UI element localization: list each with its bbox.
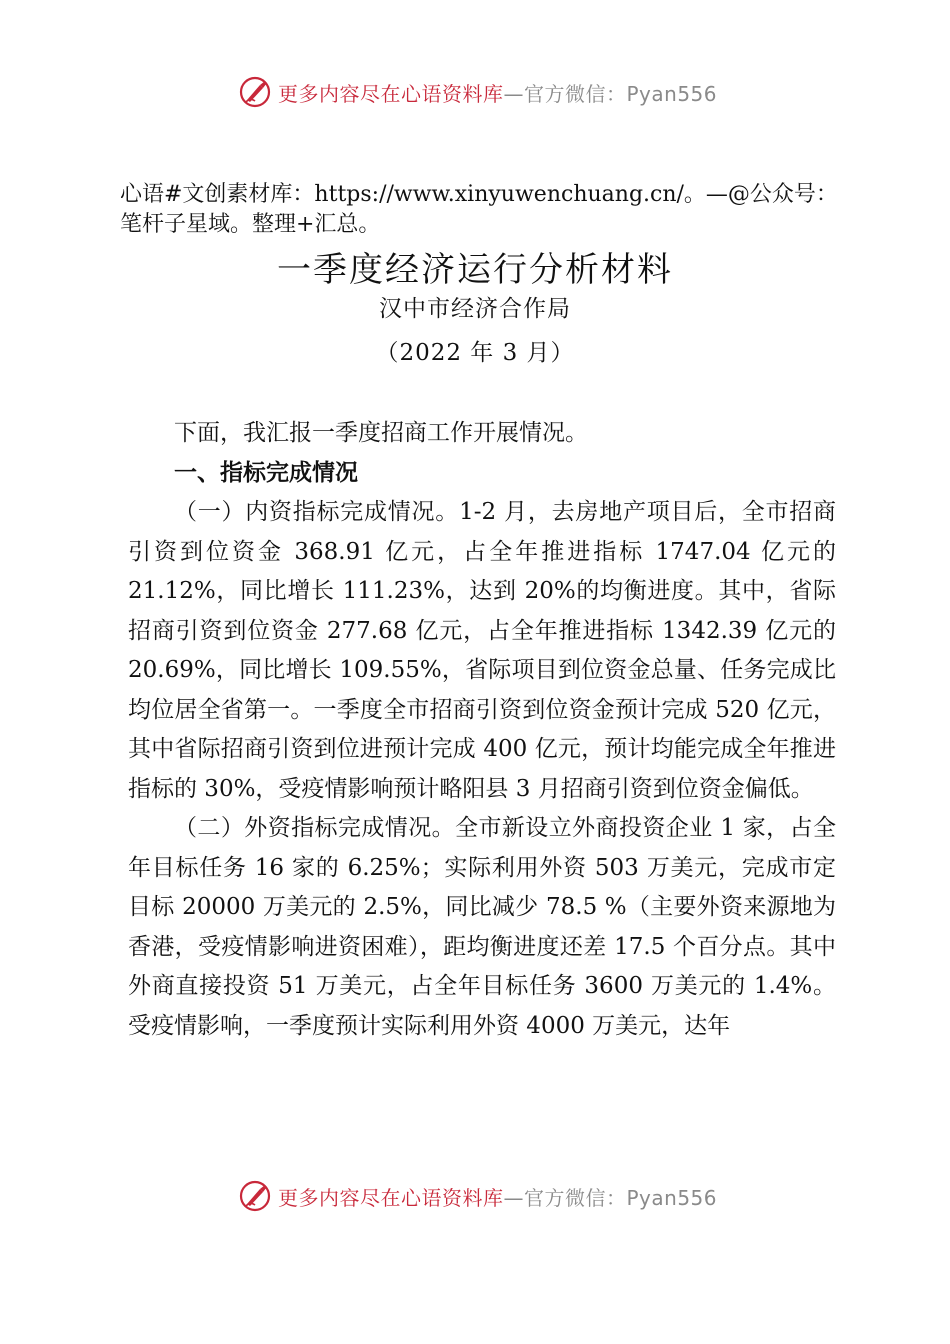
source-note: 心语#文创素材库：https://www.xinyuwenchuang.cn/。—@公众号：笔杆子星域。整理+汇总。 (120, 182, 838, 237)
document-date: （2022 年 3 月） (375, 340, 575, 366)
watermark-banner-bottom (238, 1176, 717, 1216)
watermark-text: 更多内容尽在心语资料库—官方微信：Pyan556 (278, 81, 718, 106)
pen-logo-icon (238, 1179, 272, 1213)
document-organization: 汉中市经济合作局 (379, 296, 571, 322)
watermark-banner-top (238, 72, 717, 112)
intro-paragraph: 下面，我汇报一季度招商工作开展情况。 (174, 420, 588, 446)
section-heading: 一、指标完成情况 (174, 459, 358, 486)
foreign-capital-paragraph: （二）外资指标完成情况。全市新设立外商投资企业 1 家，占全年目标任务 16 家的 6.25%；实际利用外资 503 万美元，完成市定目标 20000 万美元的 2.5%，同比减少 78.5 %（主要外资来源地为香港，受疫情影响进资困难），距均衡进度还差 17.5 个百分点。其中外商直接投资 51 万美元，占全年目标任务 3600 万美元的 1.4%。受疫情影响，一季度预计实际利用外资 4000 万美元，达年 (128, 815, 836, 1039)
watermark-text: 更多内容尽在心语资料库—官方微信：Pyan556 (278, 1185, 718, 1210)
domestic-capital-paragraph: （一）内资指标完成情况。1-2 月，去房地产项目后，全市招商引资到位资金 368.91 亿元，占全年推进指标 1747.04 亿元的 21.12%，同比增长 111.23%，达到 20%的均衡进度。其中，省际招商引资到位资金 277.68 亿元，占全年推进指标 1342.39 亿元的 20.69%，同比增长 109.55%，省际项目到位资金总量、任务完成比均位居全省第一。一季度全市招商引资到位资金预计完成 520 亿元，其中省际招商引资到位进预计完成 400 亿元，预计均能完成全年推进指标的 30%，受疫情影响预计略阳县 3 月招商引资到位资金偏低。 (128, 499, 836, 802)
document-body (128, 414, 836, 1046)
document-title: 一季度经济运行分析材料 (277, 250, 673, 290)
pen-logo-icon (238, 75, 272, 109)
